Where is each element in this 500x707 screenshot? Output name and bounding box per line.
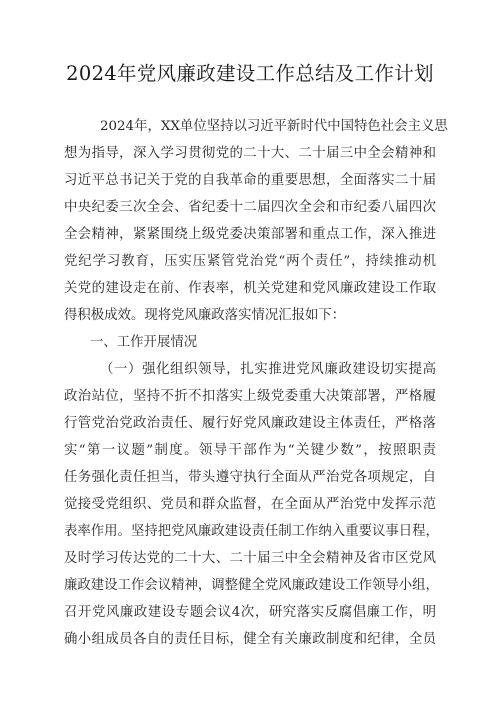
paragraph-line: 行管党治党政治责任、履行好党风廉政建设主体责任，严格落 xyxy=(64,416,436,431)
paragraph-line: 政治站位，坚持不折不扣落实上级党委重大决策部署，严格履 xyxy=(64,389,436,404)
paragraph-line: 任务强化责任担当，带头遵守执行全面从严治党各项规定，自 xyxy=(64,470,436,485)
paragraph-line: （一）强化组织领导，扎实推进党风廉政建设切实提高 xyxy=(100,362,436,377)
paragraph-line: 中央纪委三次全会、省纪委十二届四次全会和市纪委八届四次 xyxy=(64,200,436,215)
paragraph-line: 确小组成员各自的责任目标，健全有关廉政制度和纪律，全员 xyxy=(64,632,436,647)
paragraph-line: 关党的建设走在前、作表率，机关党建和党风廉政建设工作取 xyxy=(64,281,436,296)
paragraph-line: 表率作用。坚持把党风廉政建设责任制工作纳入重要议事日程， xyxy=(64,524,439,539)
document-title: 2024年党风廉政建设工作总结及工作计划 xyxy=(66,62,434,85)
paragraph-line: 及时学习传达党的二十大、二十届三中全会精神及省市区党风 xyxy=(64,551,436,566)
paragraph-line: 实“第一议题”制度。领导干部作为“关键少数”，按照职责 xyxy=(64,443,436,458)
paragraph-line: 党纪学习教育，压实压紧管党治党“两个责任”，持续推动机 xyxy=(64,254,436,269)
paragraph-line: 召开党风廉政建设专题会议4次，研究落实反腐倡廉工作，明 xyxy=(64,605,436,620)
paragraph-line: 习近平总书记关于党的自我革命的重要思想，全面落实二十届 xyxy=(64,173,436,188)
paragraph-line: 2024年，XX单位坚持以习近平新时代中国特色社会主义思 xyxy=(100,119,448,134)
paragraph-line: 廉政建设工作会议精神，调整健全党风廉政建设工作领导小组， xyxy=(64,578,439,593)
paragraph-line: 想为指导，深入学习贯彻党的二十大、二十届三中全会精神和 xyxy=(64,146,436,161)
section-heading: 一、工作开展情况 xyxy=(90,335,198,350)
paragraph-line: 全会精神，紧紧围绕上级党委决策部署和重点工作，深入推进 xyxy=(64,227,436,242)
paragraph-line: 得积极成效。现将党风廉政落实情况汇报如下： xyxy=(64,308,346,323)
paragraph-line: 觉接受党组织、党员和群众监督，在全面从严治党中发挥示范 xyxy=(64,497,436,512)
